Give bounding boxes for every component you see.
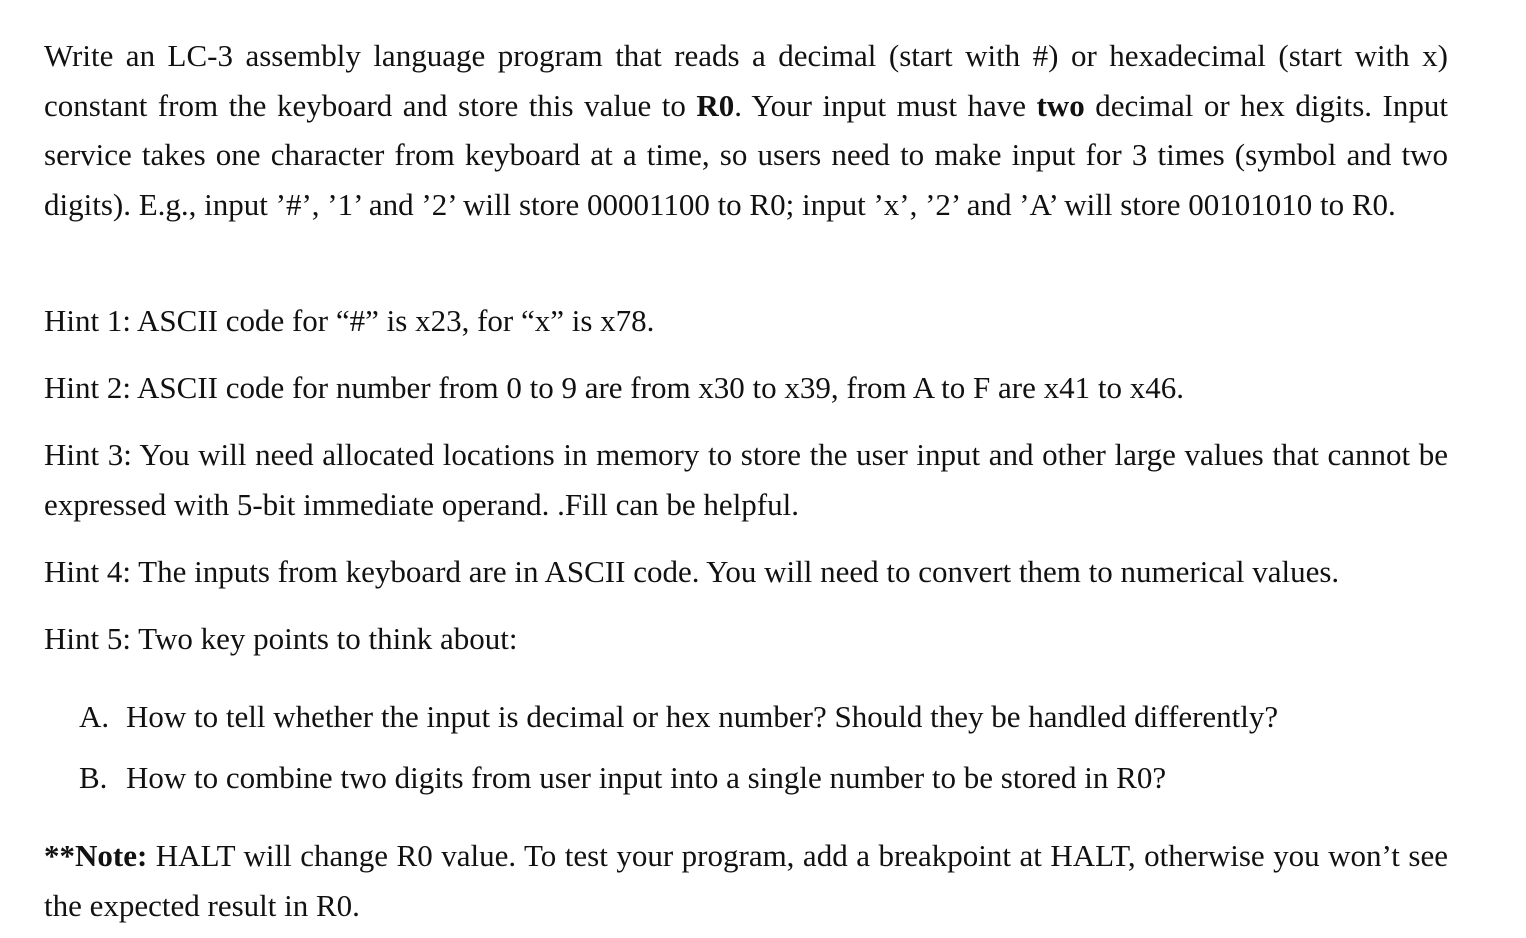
hint-4 (44, 547, 1448, 597)
key-point-b-text: How to combine two digits from user input into a single number to be stored in R0? (126, 760, 1167, 795)
hint-5-text: Two key points to think about: (138, 621, 518, 656)
note-label: **Note: (44, 838, 148, 873)
intro-bold-two: two (1036, 87, 1085, 123)
intro-paragraph (44, 31, 1448, 229)
hint-2-label: Hint 2: (44, 370, 138, 405)
intro-text-3: decimal or hex digits. Input service takes one character from keyboard at a time, so users need to make input for 3 times (symbol and two digits). E.g., input ’#’, ’1’ and ’2’ will store 00001100 to R0; input ’x’, ’2’ and ’A’ will store 00101010 to R0. (44, 87, 1448, 222)
hint-2 (44, 363, 1448, 413)
hint-1-label: Hint 1: (44, 303, 138, 338)
intro-bold-register: R0 (696, 87, 735, 123)
key-point-b (79, 758, 1166, 798)
hint-4-text: The inputs from keyboard are in ASCII code. You will need to convert them to numerical values. (138, 554, 1340, 589)
key-point-a-marker: A. (79, 699, 110, 734)
key-point-a (79, 697, 1278, 737)
hint-2-text: ASCII code for number from 0 to 9 are from x30 to x39, from A to F are x41 to x46. (137, 370, 1184, 405)
hint-3-text: You will need allocated locations in memory to store the user input and other large values that cannot be expressed with 5-bit immediate operand. .Fill can be helpful. (44, 437, 1448, 522)
note-paragraph (44, 831, 1448, 930)
hint-5-label: Hint 5: (44, 621, 139, 656)
note-text: HALT will change R0 value. To test your program, add a breakpoint at HALT, otherwise you won’t see the expected result in R0. (44, 838, 1448, 923)
hint-5 (44, 614, 1448, 664)
hint-3-label: Hint 3: (44, 437, 140, 472)
key-point-a-text: How to tell whether the input is decimal or hex number? Should they be handled differently? (126, 699, 1279, 734)
hint-1-text: ASCII code for “#” is x23, for “x” is x78. (137, 303, 655, 338)
key-point-b-marker: B. (79, 760, 108, 795)
hint-1 (44, 296, 1448, 346)
intro-text-2: . Your input must have (734, 87, 1037, 123)
hint-3 (44, 430, 1448, 529)
hint-4-label: Hint 4: (44, 554, 139, 589)
intro-text-1: Write an LC-3 assembly language program that reads a decimal (start with #) or hexadecimal (start with x) constant from the keyboard and store this value to (44, 38, 1448, 123)
